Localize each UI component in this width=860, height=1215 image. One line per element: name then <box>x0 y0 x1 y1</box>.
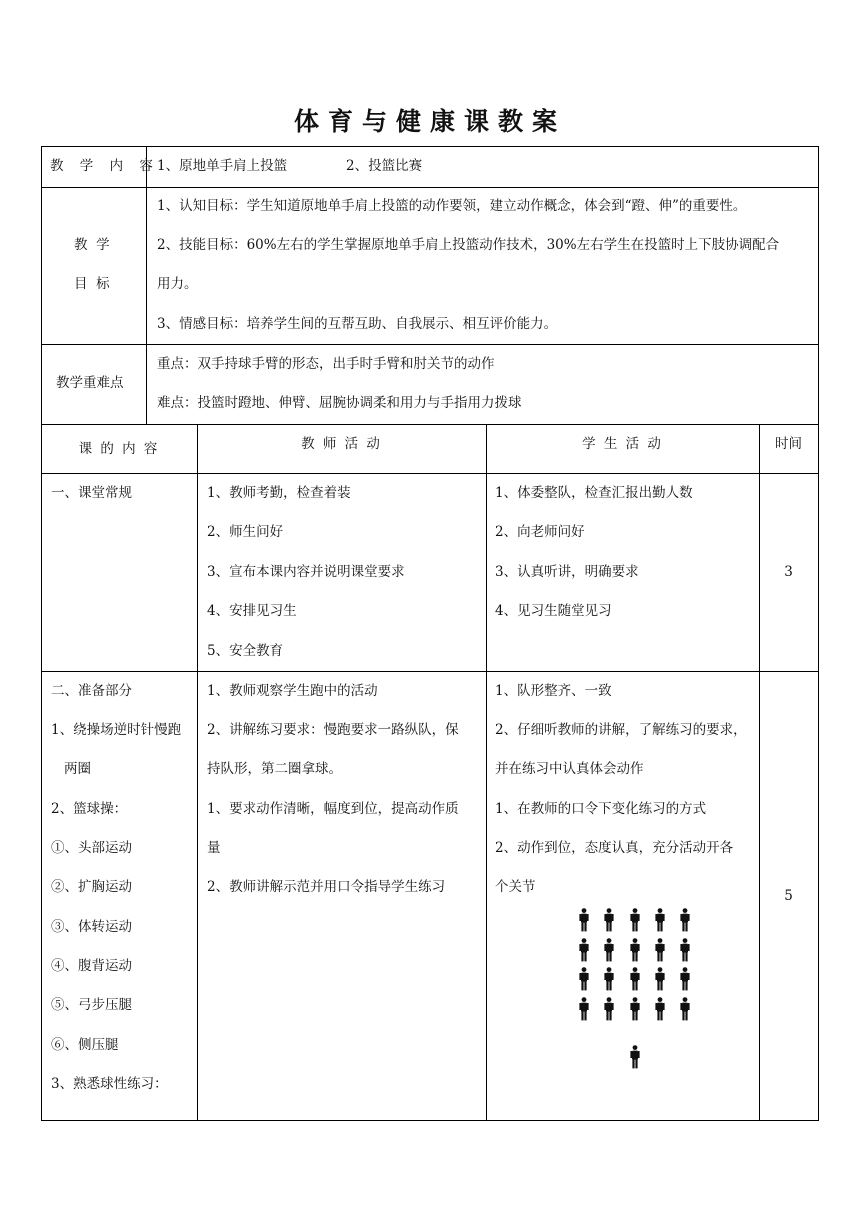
goal-line-2: 2、技能目标：60%左右的学生掌握原地单手肩上投篮动作技术，30%左右学生在投篮时上下肢协调配合 <box>157 237 780 253</box>
section2-teacher-line: 2、教师讲解示范并用口令指导学生练习 <box>207 879 446 895</box>
section2-teacher-line: 持队形，第二圈拿球。 <box>207 761 342 777</box>
section2-time: 5 <box>784 888 793 904</box>
section2-content-line: 二、准备部分 <box>51 683 132 699</box>
section1-teacher-line: 5、安全教育 <box>207 643 284 659</box>
header-content: 课 的 内 容 <box>78 441 160 457</box>
student-figure-icon <box>630 938 640 962</box>
section2-teacher-line: 2、讲解练习要求：慢跑要求一路纵队，保 <box>207 722 459 738</box>
section2-content-line: ⑥、侧压腿 <box>51 1037 119 1053</box>
goals-label-1: 教 学 <box>74 237 110 253</box>
student-figure-icon <box>655 938 665 962</box>
student-figure-icon <box>655 967 665 991</box>
section2-student-line: 并在练习中认真体会动作 <box>495 761 644 777</box>
student-figure-icon <box>604 997 614 1021</box>
content-label: 教 学 内 容 <box>50 158 159 174</box>
section2-teacher-line: 1、教师观察学生跑中的活动 <box>207 683 378 699</box>
content-item-2: 2、投篮比赛 <box>346 158 423 174</box>
section2-teacher-line: 1、要求动作清晰，幅度到位，提高动作质 <box>207 801 459 817</box>
student-figure-icon <box>579 938 589 962</box>
student-figure-icon <box>604 908 614 932</box>
student-figure-icon <box>655 908 665 932</box>
student-figure-icon <box>680 967 690 991</box>
student-figure-icon <box>680 908 690 932</box>
goal-line-1: 1、认知目标：学生知道原地单手肩上投篮的动作要领，建立动作概念，体会到“蹬、伸”的重要性。 <box>157 198 747 214</box>
section1-teacher-line: 4、安排见习生 <box>207 603 297 619</box>
section1-teacher-line: 2、师生问好 <box>207 524 284 540</box>
section1-student-line: 2、向老师问好 <box>495 524 585 540</box>
section1-student-line: 1、体委整队，检查汇报出勤人数 <box>495 485 693 501</box>
section1-student-line: 3、认真听讲，明确要求 <box>495 564 639 580</box>
student-figure-icon <box>655 997 665 1021</box>
section2-content-line: 1、绕操场逆时针慢跑 <box>51 722 182 738</box>
student-figure-icon <box>630 908 640 932</box>
goals-label-2: 目 标 <box>74 276 110 292</box>
section2-student-line: 2、动作到位，态度认真，充分活动开各 <box>495 840 734 856</box>
section2-student-line: 1、队形整齐、一致 <box>495 683 612 699</box>
section2-content-line: ④、腹背运动 <box>51 958 132 974</box>
goal-line-3: 用力。 <box>157 276 198 292</box>
student-figure-icon <box>579 967 589 991</box>
section2-student-line: 1、在教师的口令下变化练习的方式 <box>495 801 707 817</box>
student-figure-icon <box>680 997 690 1021</box>
section1-time: 3 <box>784 564 793 580</box>
page-title: 体育与健康课教案 <box>293 107 566 136</box>
section2-content-line: 2、篮球操： <box>51 801 128 817</box>
section2-content-line: 两圈 <box>64 761 91 777</box>
student-figure-icon <box>604 938 614 962</box>
section2-content-line: ②、扩胸运动 <box>51 879 132 895</box>
header-teacher: 教 师 活 动 <box>301 436 382 452</box>
section1-teacher-line: 1、教师考勤，检查着装 <box>207 485 351 501</box>
student-figure-icon <box>604 967 614 991</box>
leader-figure-icon <box>630 1045 640 1069</box>
header-time: 时间 <box>775 436 802 452</box>
section1-teacher-line: 3、宣布本课内容并说明课堂要求 <box>207 564 405 580</box>
section2-teacher-line: 量 <box>207 840 221 856</box>
student-figure-icon <box>579 997 589 1021</box>
difficult-point: 难点：投篮时蹬地、伸臂、屈腕协调柔和用力与手指用力拨球 <box>157 395 522 411</box>
student-figure-icon <box>630 967 640 991</box>
content-item-1: 1、原地单手肩上投篮 <box>157 158 288 174</box>
goal-line-4: 3、情感目标：培养学生间的互帮互助、自我展示、相互评价能力。 <box>157 316 558 332</box>
header-student: 学 生 活 动 <box>582 436 663 452</box>
key-point: 重点：双手持球手臂的形态，出手时手臂和肘关节的动作 <box>157 356 495 372</box>
student-figure-icon <box>579 908 589 932</box>
student-figure-icon <box>630 997 640 1021</box>
section2-content-line: ⑤、弓步压腿 <box>51 997 132 1013</box>
section1-content-line: 一、课堂常规 <box>51 485 132 501</box>
section2-student-line: 个关节 <box>495 879 536 895</box>
student-figure-icon <box>680 938 690 962</box>
section2-content-line: 3、熟悉球性练习： <box>51 1076 168 1092</box>
section1-student-line: 4、见习生随堂见习 <box>495 603 612 619</box>
section2-content-line: ①、头部运动 <box>51 840 132 856</box>
section2-content-line: ③、体转运动 <box>51 919 132 935</box>
keypoints-label: 教学重难点 <box>56 375 124 391</box>
section2-student-line: 2、仔细听教师的讲解，了解练习的要求， <box>495 722 747 738</box>
